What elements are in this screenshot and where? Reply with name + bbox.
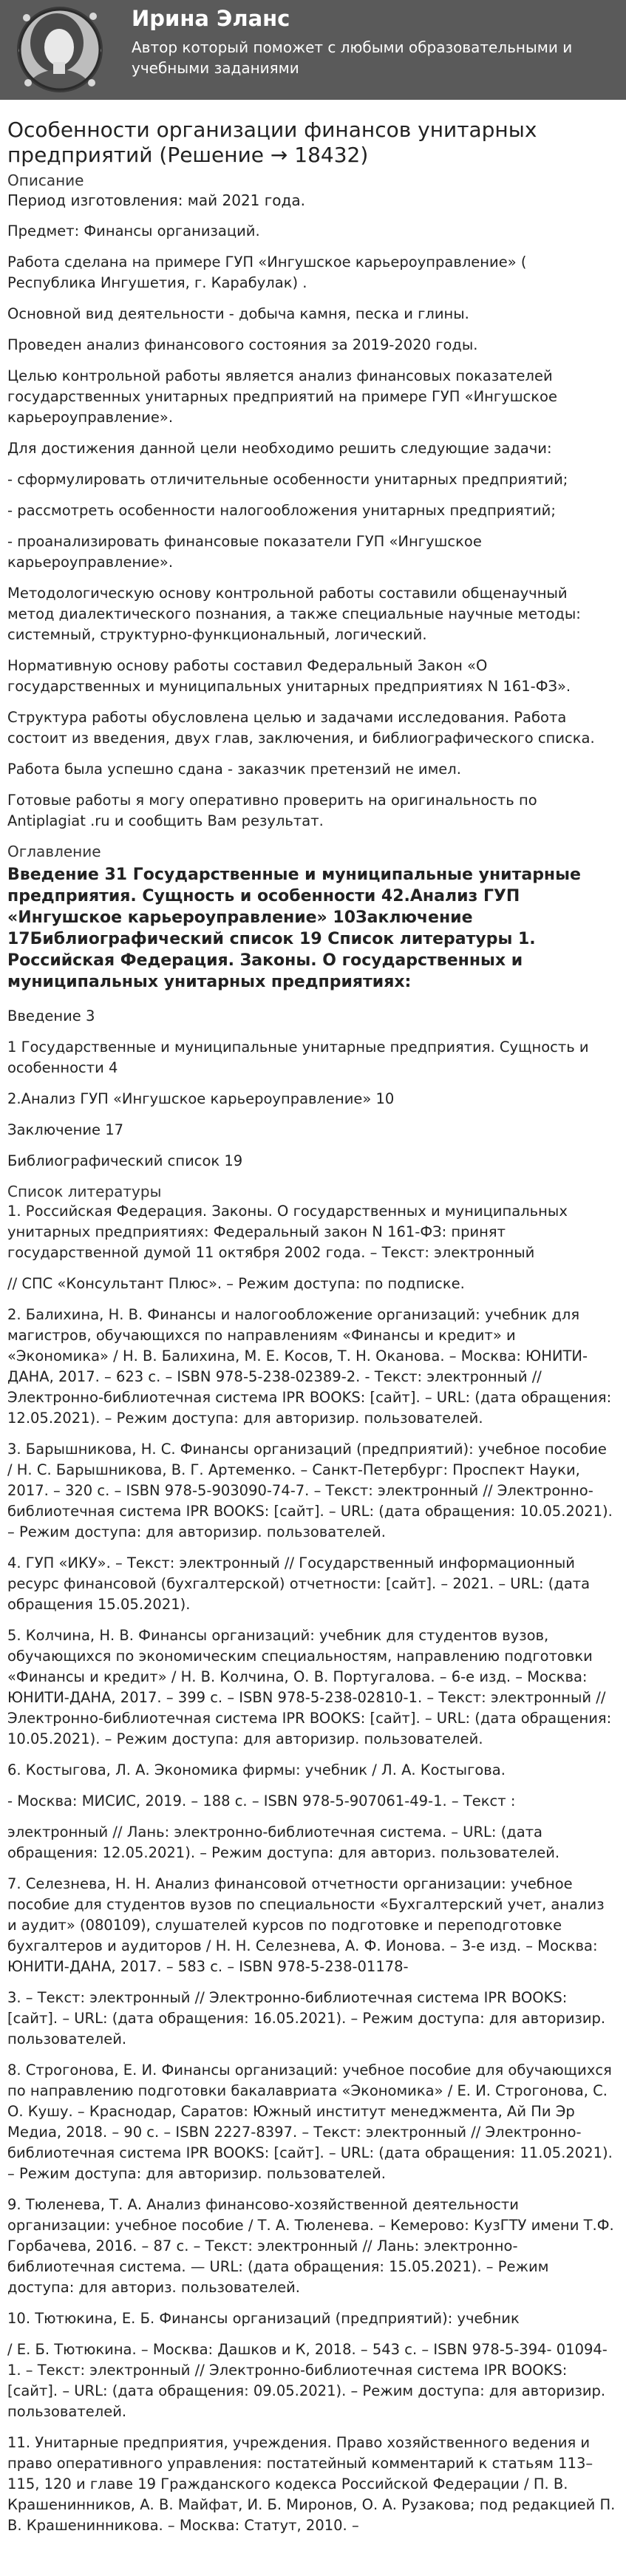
reference-item: 3. – Текст: электронный // Электронно-библиотечная система IPR BOOKS: [сайт]. – URL: (дата обращения: 16.05.2021). – Режим доступа: для авторизир. пользователей. (7, 1989, 606, 2047)
references-list (7, 1201, 616, 2536)
reference-item: 4. ГУП «ИКУ». – Текст: электронный // Государственный информационный ресурс финансовой (бухгалтерской) отчетности: [сайт]. – 2021. – URL: (дата обращения 15.05.2021). (7, 1554, 591, 1613)
reference-item: электронный // Лань: электронно-библиотечная система. – URL: (дата обращения: 12.05.2021). – Режим доступа: для авториз. пользователей. (7, 1824, 560, 1861)
description-paragraph: - рассмотреть особенности налогообложения унитарных предприятий; (7, 502, 556, 519)
reference-item: 7. Селезнева, Н. Н. Анализ финансовой отчетности организации: учебное пособие для студентов вузов по специальности «Бухгалтерский учет, анализ и аудит» (080109), слушателей курсов по подготовке и переподготовке бухгалтеров и аудиторов / Н. Н. Селезнева, А. Ф. Ионова. – 3-е изд. – Москва: ЮНИТИ-ДАНА, 2017. – 583 c. – ISBN 978-5-238-01178- (7, 1875, 605, 1975)
author-header (0, 0, 626, 100)
contents-item: Заключение 17 (7, 1121, 124, 1138)
contents-label: Оглавление (7, 843, 101, 860)
description-paragraph: Предмет: Финансы организаций. (7, 222, 260, 239)
author-avatar[interactable] (16, 4, 103, 95)
description-paragraph: Для достижения данной цели необходимо решить следующие задачи: (7, 440, 552, 457)
reference-item: 10. Тютюкина, Е. Б. Финансы организаций (предприятий): учебник (7, 2310, 520, 2327)
contents-summary: Введение 31 Государственные и муниципальные унитарные предприятия. Сущность и особенности 42.Анализ ГУП «Ингушское карьероуправление» 10Заключение 17Библиографический список 19 Список литературы 1. Российская Федерация. Законы. О государственных и муниципальных унитарных предприятиях: (7, 866, 581, 991)
description-paragraph: - сформулировать отличительные особенности унитарных предприятий; (7, 471, 568, 488)
description-paragraph: Основной вид деятельности - добыча камня, песка и глины. (7, 305, 469, 322)
description-paragraph: Целью контрольной работы является анализ финансовых показателей государственных унитарных предприятий на примере ГУП «Ингушское карьероуправление». (7, 367, 557, 426)
description-paragraph: Проведен анализ финансового состояния за 2019-2020 годы. (7, 336, 478, 353)
reference-item: 2. Балихина, Н. В. Финансы и налогообложение организаций: учебник для магистров, обучающихся по направлениям «Финансы и кредит» и «Экономика» / Н. В. Балихина, М. Е. Косов, Т. Н. Оканова. – Москва: ЮНИТИ-ДАНА, 2017. – 623 c. – ISBN 978-5-238-02389-2. - Текст: электронный // Электронно-библиотечная система IPR BOOKS: [сайт]. – URL: (дата обращения: 12.05.2021). – Режим доступа: для авторизир. пользователей. (7, 1306, 612, 1427)
reference-item: 11. Унитарные предприятия, учреждения. Право хозяйственного ведения и право оперативного управления: постатейный комментарий к статьям 113–115, 120 и главе 19 Гражданского кодекса Российской Федерации / П. В. Крашенинников, А. В. Майфат, И. Б. Миронов, О. А. Рузакова; под редакцией П. В. Крашенинникова. – Москва: Статут, 2010. – (7, 2434, 616, 2534)
reference-item: 6. Костыгова, Л. А. Экономика фирмы: учебник / Л. А. Костыгова. (7, 1761, 506, 1778)
avatar-portrait-icon (16, 4, 103, 95)
reference-item: 5. Колчина, Н. В. Финансы организаций: учебник для студентов вузов, обучающихся по экономическим специальностям, направлению подготовки «Финансы и кредит» / Н. В. Колчина, О. В. Португалова. – 6-е изд. – Москва: ЮНИТИ-ДАНА, 2017. – 399 c. – ISBN 978-5-238-02810-1. – Текст: электронный // Электронно-библиотечная система IPR BOOKS: [сайт]. – URL: (дата обращения: 10.05.2021). – Режим доступа: для авторизир. пользователей. (7, 1627, 612, 1747)
description-paragraph: Работа была успешно сдана - заказчик претензий не имел. (7, 761, 461, 778)
author-description: Автор который поможет с любыми образовательными и учебными заданиями (132, 38, 573, 77)
work-title: Особенности организации финансов унитарных предприятий (Решение → 18432) (7, 118, 537, 167)
description-paragraph: Структура работы обусловлена целью и задачами исследования. Работа состоит из введения, двух глав, заключения, и библиографического списка. (7, 709, 595, 747)
contents-item: 2.Анализ ГУП «Ингушское карьероуправление» 10 (7, 1090, 395, 1107)
description-paragraph: Работа сделана на примере ГУП «Ингушское карьероуправление» ( Республика Ингушетия, г. Карабулак) . (7, 254, 527, 291)
description-paragraph: Нормативную основу работы составил Федеральный Закон «О государственных и муниципальных унитарных предприятиях N 161-ФЗ». (7, 657, 571, 695)
contents-list (7, 1006, 616, 1172)
reference-item: - Москва: МИСИС, 2019. – 188 с. – ISBN 978-5-907061-49-1. – Текст : (7, 1792, 516, 1809)
description-paragraph: Методологическую основу контрольной работы составили общенаучный метод диалектического познания, а также специальные научные методы: системный, структурно-функциональный, логический. (7, 585, 581, 643)
reference-item: // СПС «Консультант Плюс». – Режим доступа: по подписке. (7, 1275, 465, 1292)
production-period: Период изготовления: май 2021 года. (7, 191, 305, 209)
contents-item: Библиографический список 19 (7, 1152, 243, 1169)
author-name: Ирина Эланс (132, 6, 290, 31)
description-body (7, 221, 616, 832)
contents-item: 1 Государственные и муниципальные унитарные предприятия. Сущность и особенности 4 (7, 1039, 589, 1076)
contents-item: Введение 3 (7, 1007, 95, 1024)
description-paragraph: - проанализировать финансовые показатели ГУП «Ингушское карьероуправление». (7, 533, 482, 571)
reference-item: 1. Российская Федерация. Законы. О государственных и муниципальных унитарных предприятиях: Федеральный закон N 161-ФЗ: принят государственной думой 11 октября 2002 года. – Текст: электронный (7, 1203, 568, 1261)
reference-item: 8. Строгонова, Е. И. Финансы организаций: учебное пособие для обучающихся по направлению подготовки бакалавриата «Экономика» / Е. И. Строгонова, С. О. Кушу. – Краснодар, Саратов: Южный институт менеджмента, Ай Пи Эр Медиа, 2018. – 90 c. – ISBN 2227-8397. – Текст: электронный // Электронно-библиотечная система IPR BOOKS: [сайт]. – URL: (дата обращения: 11.05.2021). – Режим доступа: для авторизир. пользователей. (7, 2062, 613, 2182)
reference-item: / Е. Б. Тютюкина. – Москва: Дашков и К, 2018. – 543 c. – ISBN 978-5-394- 01094-1. – Текст: электронный // Электронно-библиотечная система IPR BOOKS: [сайт]. – URL: (дата обращения: 09.05.2021). – Режим доступа: для авторизир. пользователей. (7, 2341, 608, 2420)
reference-item: 9. Тюленева, Т. А. Анализ финансово-хозяйственной деятельности организации: учебное пособие / Т. А. Тюленева. – Кемерово: КузГТУ имени Т.Ф. Горбачева, 2016. – 87 с. – Текст: электронный // Лань: электронно- библиотечная система. — URL: (дата обращения: 15.05.2021). – Режим доступа: для авториз. пользователей. (7, 2196, 614, 2296)
reference-item: 3. Барышникова, Н. С. Финансы организаций (предприятий): учебное пособие / Н. С. Барышникова, В. Г. Артеменко. – Санкт-Петербург: Проспект Науки, 2017. – 320 c. – ISBN 978-5-903090-74-7. – Текст: электронный // Электронно-библиотечная система IPR BOOKS: [сайт]. – URL: (дата обращения: 10.05.2021). – Режим доступа: для авторизир. пользователей. (7, 1441, 613, 1540)
main-content (0, 100, 626, 2536)
description-label: Описание (7, 171, 84, 189)
references-label: Список литературы (7, 1183, 162, 1200)
description-paragraph: Готовые работы я могу оперативно проверить на оригинальность по Antiplagiat .ru и сообщить Вам результат. (7, 792, 537, 829)
